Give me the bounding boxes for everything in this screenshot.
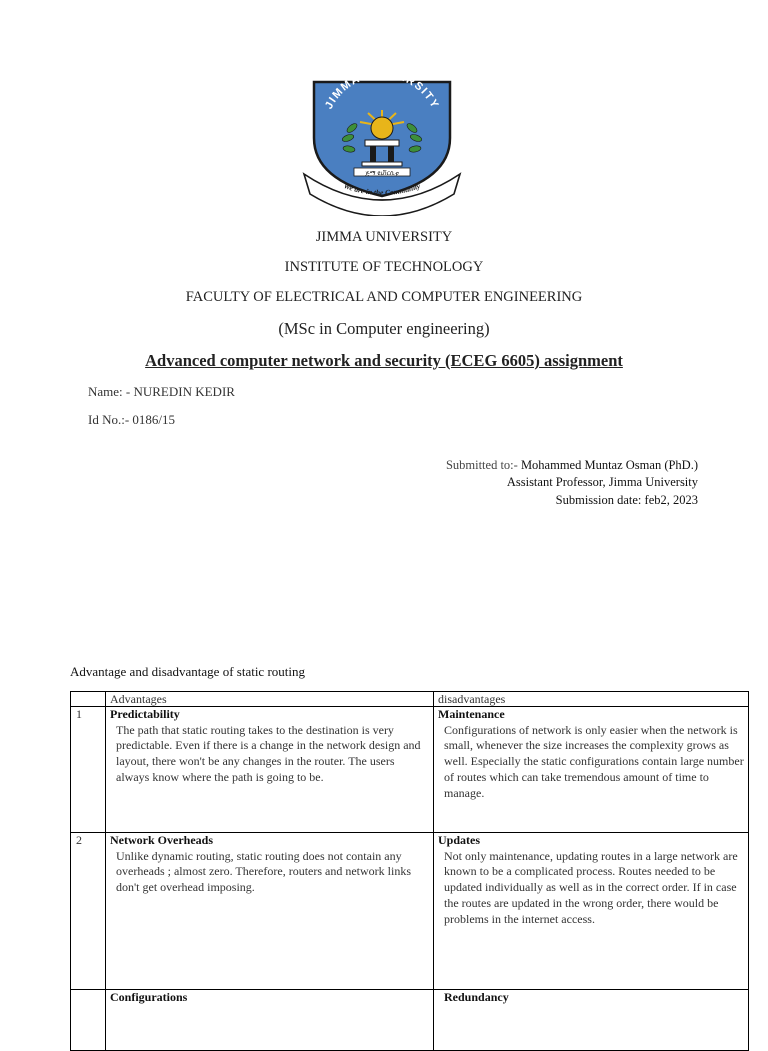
routing-table [70, 691, 749, 1051]
disadvantage-text: Not only maintenance, updating routes in a large network are known to be a complicated process. Routes needed to be updated individually as well as in the correct order. If in case the routes are updated in the wrong order, there would be problems in the internet access. [444, 848, 738, 926]
disadvantage-title: Redundancy [444, 990, 509, 1004]
advisor-name: Mohammed Muntaz Osman (PhD.) [520, 458, 698, 472]
row-number: 2 [71, 833, 106, 990]
table-row [71, 990, 749, 1051]
submitted-to-label: Submitted to:- [445, 458, 521, 472]
advantage-text: Unlike dynamic routing, static routing does not contain any overheads ; almost zero. Therefore, routers and network links don't get overhead imposing. [116, 848, 412, 895]
document-title: Advanced computer network and security (ECEG 6605) assignment [145, 351, 623, 370]
table-header-cell [71, 692, 106, 707]
row-number: 1 [71, 707, 106, 833]
disadvantage-text: Configurations of network is only easier when the network is small, whenever the size increases the complexity grows as well. Especially the static configurations contain large number of routes which can take tremendous amount of time to manage. [444, 722, 744, 800]
submission-date: Submission date: feb2, 2023 [555, 493, 698, 507]
advantage-cell [106, 990, 434, 1051]
advantage-title: Network Overheads [110, 833, 213, 847]
disadvantage-title: Updates [438, 833, 481, 847]
svg-text:JIMMA UNIVERSITY: JIMMA ERSITY [322, 76, 442, 112]
university-logo [302, 76, 462, 216]
disadvantage-cell [434, 833, 749, 990]
row-number [71, 990, 106, 1051]
table-header-row [71, 692, 749, 707]
svg-text:ጅማ ዩኒቨርሲቲ: ጅማ ዩኒቨርሲቲ [365, 170, 399, 177]
disadvantage-title: Maintenance [438, 707, 505, 721]
table-header-cell: disadvantages [434, 692, 749, 707]
table-header-cell: Advantages [106, 692, 434, 707]
section-title: Advantage and disadvantage of static routing [70, 664, 306, 679]
disadvantage-cell [434, 707, 749, 833]
advisor-position: Assistant Professor, Jimma University [506, 475, 698, 489]
advantage-cell [106, 833, 434, 990]
advantage-title: Configurations [110, 990, 188, 1004]
table-row [71, 707, 749, 833]
institute-name: INSTITUTE OF TECHNOLOGY [284, 259, 484, 275]
advantage-cell [106, 707, 434, 833]
advantage-title: Predictability [110, 707, 180, 721]
disadvantage-cell [434, 990, 749, 1051]
submitted-to [446, 458, 698, 473]
table-row [71, 833, 749, 990]
program-name: (MSc in Computer engineering) [278, 319, 490, 338]
student-name: Name: - NUREDIN KEDIR [88, 384, 235, 399]
faculty-name: FACULTY OF ELECTRICAL AND COMPUTER ENGINEERING [185, 289, 583, 305]
svg-text:We are in the Community: We are in the Community [342, 181, 422, 198]
advantage-text: The path that static routing takes to the destination is very predictable. Even if there is a change in the network design and layout, there won't be any changes in the router. The users always know where the path is going to be. [116, 722, 421, 784]
student-id: Id No.:- 0186/15 [88, 412, 176, 427]
university-name: JIMMA UNIVERSITY [315, 229, 453, 245]
